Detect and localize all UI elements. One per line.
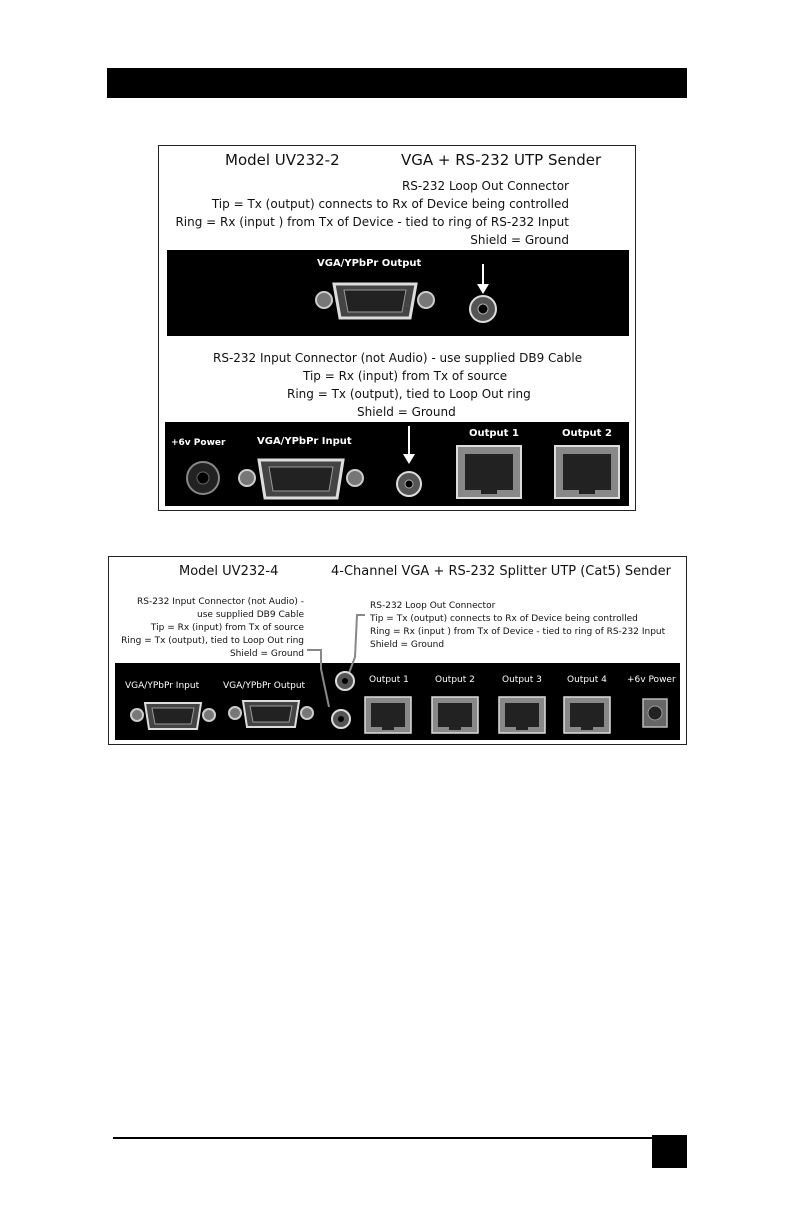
figure-title-desc: VGA + RS-232 UTP Sender: [401, 151, 602, 169]
input-tip: Tip = Rx (input) from Tx of source: [303, 369, 508, 383]
figure-title-model: Model UV232-4: [179, 564, 279, 579]
input-shield: Shield = Ground: [357, 405, 456, 419]
vga-output-label: VGA/YPbPr Output: [317, 258, 422, 269]
input-heading: RS-232 Input Connector (not Audio) -: [136, 597, 304, 607]
rj45-output-1: [457, 446, 521, 498]
figure-title-desc: 4-Channel VGA + RS-232 Splitter UTP (Cat5) Sender: [331, 564, 671, 579]
header-bar: [107, 68, 687, 98]
loop-out-ring: Ring = Rx (input ) from Tx of Device - tied to ring of RS-232 Input: [370, 627, 666, 637]
input-heading-2: use supplied DB9 Cable: [197, 610, 304, 620]
vga-input-label: VGA/YPbPr Input: [257, 436, 352, 447]
vga-input-label: VGA/YPbPr Input: [125, 681, 200, 691]
power-label: +6v Power: [171, 438, 226, 448]
loop-out-shield: Shield = Ground: [370, 640, 445, 650]
output-1-label: Output 1: [469, 428, 519, 439]
footer-rule: [113, 1137, 686, 1139]
uv232-4-panel-graphics: [109, 557, 686, 744]
input-ring: Ring = Tx (output), tied to Loop Out ring: [121, 636, 304, 646]
rs232-input-jack: [397, 472, 421, 496]
input-ring: Ring = Tx (output), tied to Loop Out ring: [287, 387, 531, 401]
output-2-label: Output 2: [435, 675, 475, 685]
power-label: +6v Power: [627, 675, 676, 685]
loop-out-ring: Ring = Rx (input ) from Tx of Device - tied to ring of RS-232 Input: [175, 215, 569, 229]
figure-uv232-2: [158, 145, 636, 511]
rj45-output-3: [499, 697, 545, 733]
figure-title-model: Model UV232-2: [225, 151, 340, 169]
loop-out-jack: [470, 296, 496, 322]
input-tip: Tip = Rx (input) from Tx of source: [150, 623, 304, 633]
loop-out-shield: Shield = Ground: [470, 233, 569, 247]
loop-out-tip: Tip = Tx (output) connects to Rx of Device being controlled: [211, 197, 569, 211]
rs232-input-jack: [332, 710, 350, 728]
output-1-label: Output 1: [369, 675, 409, 685]
output-4-label: Output 4: [567, 675, 607, 685]
loop-out-tip: Tip = Tx (output) connects to Rx of Device being controlled: [370, 614, 638, 624]
loop-out-jack: [336, 672, 354, 690]
power-jack: [643, 699, 667, 727]
vga-output-label: VGA/YPbPr Output: [223, 681, 306, 691]
rj45-output-2: [432, 697, 478, 733]
input-shield: Shield = Ground: [229, 649, 304, 659]
loop-out-heading: RS-232 Loop Out Connector: [401, 179, 569, 193]
power-jack: [187, 462, 219, 494]
output-2-label: Output 2: [562, 428, 612, 439]
rj45-output-4: [564, 697, 610, 733]
rj45-output-1: [365, 697, 411, 733]
input-heading: RS-232 Input Connector (not Audio) - use supplied DB9 Cable: [213, 351, 583, 365]
page-number-box: [652, 1135, 687, 1168]
output-3-label: Output 3: [502, 675, 542, 685]
rj45-output-2: [555, 446, 619, 498]
loop-out-heading: RS-232 Loop Out Connector: [370, 601, 496, 611]
figure-uv232-4: [108, 556, 687, 745]
